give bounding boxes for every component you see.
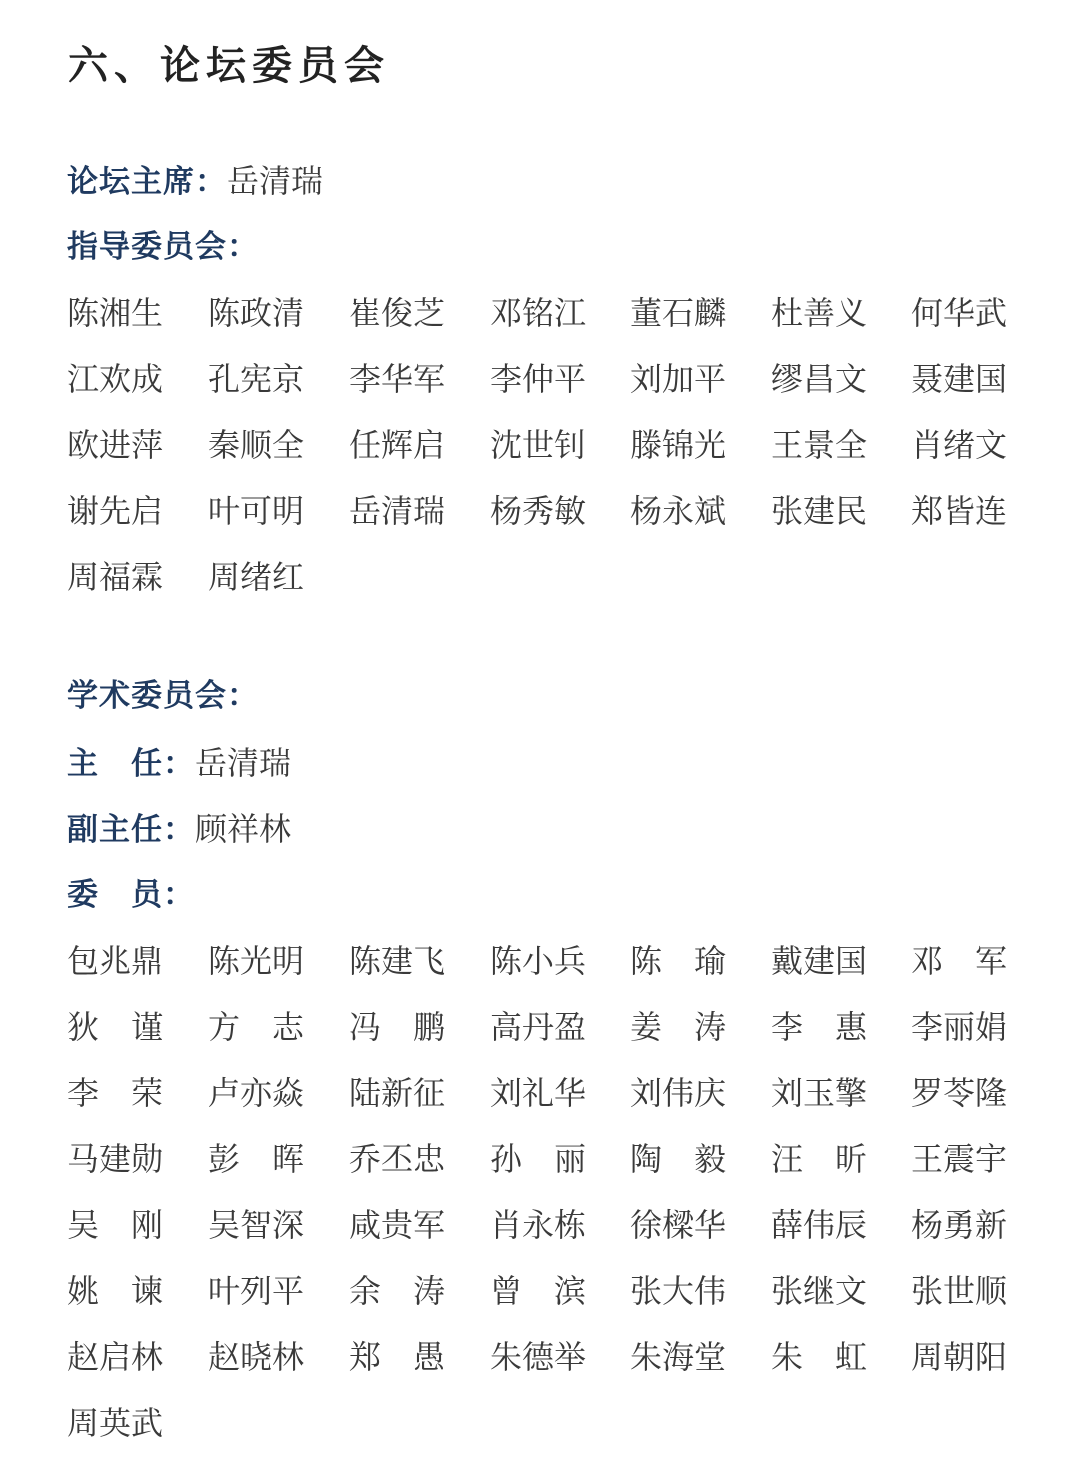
member-name: 刘伟庆 [630, 1074, 727, 1112]
academic-members-label: 委 员： [67, 877, 195, 913]
member-name: 周英武 [67, 1404, 164, 1442]
steering-committee-heading [67, 225, 259, 269]
member-name: 赵启林 [67, 1338, 164, 1376]
member-name: 薛伟辰 [771, 1206, 868, 1244]
member-name: 孙 丽 [490, 1140, 587, 1178]
member-name: 朱海堂 [630, 1338, 727, 1376]
member-name: 岳清瑞 [349, 492, 446, 530]
member-name: 叶列平 [208, 1272, 305, 1310]
member-name: 陈光明 [208, 942, 305, 980]
member-name: 崔俊芝 [349, 294, 446, 332]
member-name: 肖永栋 [490, 1206, 587, 1244]
member-name: 杨勇新 [911, 1206, 1008, 1244]
section-title: 六、论坛委员会 [68, 43, 390, 89]
member-name: 赵晓林 [208, 1338, 305, 1376]
member-name: 缪昌文 [771, 360, 868, 398]
member-name: 杜善义 [771, 294, 868, 332]
forum-chair-name: 岳清瑞 [227, 162, 324, 200]
academic-deputy-line [67, 807, 291, 851]
member-name: 朱 虹 [771, 1338, 868, 1376]
member-name: 何华武 [911, 294, 1008, 332]
member-name: 李 惠 [771, 1008, 868, 1046]
member-name: 杨秀敏 [490, 492, 587, 530]
member-name: 曾 滨 [490, 1272, 587, 1310]
academic-director-label: 主 任： [67, 746, 195, 782]
member-name: 汪 昕 [771, 1140, 868, 1178]
member-name: 张继文 [771, 1272, 868, 1310]
member-name: 陈 瑜 [630, 942, 727, 980]
academic-deputy-label: 副主任： [67, 812, 195, 848]
academic-committee-label: 学术委员会： [67, 678, 259, 714]
member-name: 聂建国 [911, 360, 1008, 398]
member-name: 方 志 [208, 1008, 305, 1046]
member-name: 余 涛 [349, 1272, 446, 1310]
member-name: 卢亦焱 [208, 1074, 305, 1112]
member-name: 邓铭江 [490, 294, 587, 332]
member-name: 周福霖 [67, 558, 164, 596]
member-name: 陆新征 [349, 1074, 446, 1112]
member-name: 李仲平 [490, 360, 587, 398]
academic-members-heading [67, 873, 195, 917]
member-name: 滕锦光 [630, 426, 727, 464]
member-name: 肖绪文 [911, 426, 1008, 464]
member-name: 陈建飞 [349, 942, 446, 980]
member-name: 张大伟 [630, 1272, 727, 1310]
member-name: 李丽娟 [911, 1008, 1008, 1046]
member-name: 刘玉擎 [771, 1074, 868, 1112]
member-name: 刘礼华 [490, 1074, 587, 1112]
academic-director-name: 岳清瑞 [195, 744, 292, 782]
member-name: 陈湘生 [67, 294, 164, 332]
member-name: 邓 军 [911, 942, 1008, 980]
member-name: 张建民 [771, 492, 868, 530]
member-name: 乔丕忠 [349, 1140, 446, 1178]
forum-chair-line [67, 159, 323, 203]
member-name: 彭 晖 [208, 1140, 305, 1178]
member-name: 吴 刚 [67, 1206, 164, 1244]
academic-committee-heading [67, 674, 259, 718]
member-name: 郑皆连 [911, 492, 1008, 530]
member-name: 朱德举 [490, 1338, 587, 1376]
member-name: 马建勋 [67, 1140, 164, 1178]
academic-deputy-name: 顾祥林 [195, 810, 292, 848]
member-name: 刘加平 [630, 360, 727, 398]
member-name: 董石麟 [630, 294, 727, 332]
steering-committee-label: 指导委员会： [67, 229, 259, 265]
member-name: 姚 谏 [67, 1272, 164, 1310]
member-name: 谢先启 [67, 492, 164, 530]
member-name: 狄 谨 [67, 1008, 164, 1046]
member-name: 沈世钊 [490, 426, 587, 464]
academic-director-line [67, 741, 291, 785]
member-name: 冯 鹏 [349, 1008, 446, 1046]
member-name: 江欢成 [67, 360, 164, 398]
member-name: 戴建国 [771, 942, 868, 980]
member-name: 任辉启 [349, 426, 446, 464]
member-name: 叶可明 [208, 492, 305, 530]
member-name: 周绪红 [208, 558, 305, 596]
member-name: 杨永斌 [630, 492, 727, 530]
member-name: 王震宇 [911, 1140, 1008, 1178]
member-name: 陈政清 [208, 294, 305, 332]
member-name: 罗苓隆 [911, 1074, 1008, 1112]
member-name: 李 荣 [67, 1074, 164, 1112]
forum-chair-label: 论坛主席： [67, 164, 227, 200]
member-name: 陶 毅 [630, 1140, 727, 1178]
member-name: 秦顺全 [208, 426, 305, 464]
member-name: 陈小兵 [490, 942, 587, 980]
member-name: 高丹盈 [490, 1008, 587, 1046]
member-name: 王景全 [771, 426, 868, 464]
member-name: 欧进萍 [67, 426, 164, 464]
member-name: 咸贵军 [349, 1206, 446, 1244]
member-name: 周朝阳 [911, 1338, 1008, 1376]
member-name: 吴智深 [208, 1206, 305, 1244]
member-name: 包兆鼎 [67, 942, 164, 980]
member-name: 张世顺 [911, 1272, 1008, 1310]
member-name: 徐樑华 [630, 1206, 727, 1244]
member-name: 孔宪京 [208, 360, 305, 398]
member-name: 姜 涛 [630, 1008, 727, 1046]
member-name: 李华军 [349, 360, 446, 398]
member-name: 郑 愚 [349, 1338, 446, 1376]
